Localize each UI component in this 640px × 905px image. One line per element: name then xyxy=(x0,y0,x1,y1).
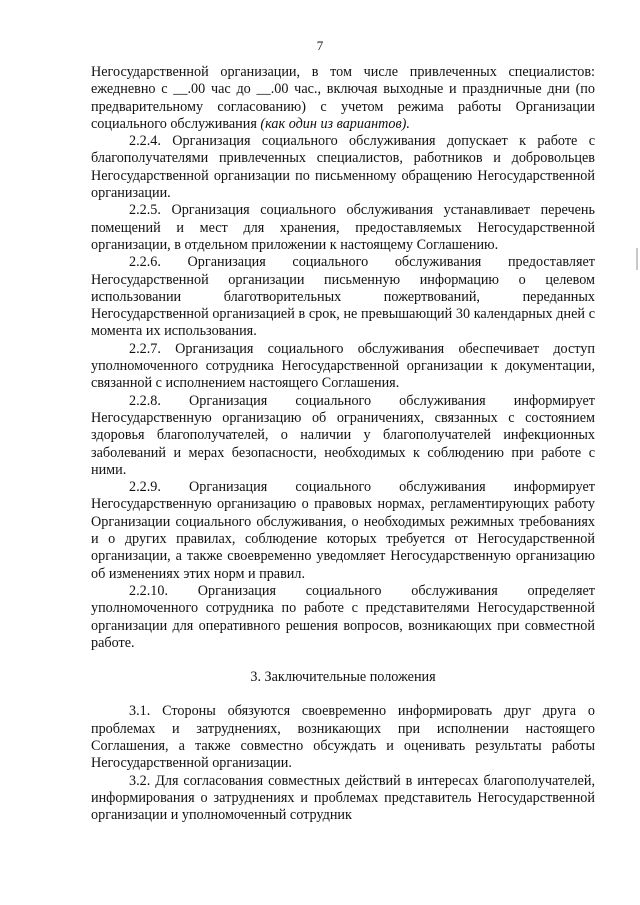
paragraph-2-2-5: 2.2.5. Организация социального обслуживания устанавливает перечень помещений и мест для хранения, предоставляемых Негосударственной организации, в отдельном приложении к настоящему Соглашению. xyxy=(91,202,595,253)
page-number: 7 xyxy=(316,38,324,53)
paragraph-3-1: 3.1. Стороны обязуются своевременно информировать друг друга о проблемах и затруднениях, возникающих при исполнении настоящего Соглашения, а также совместно обсуждать и оценивать результаты работы Негосударственной организации. xyxy=(91,703,595,772)
paragraph-2-2-7: 2.2.7. Организация социального обслуживания обеспечивает доступ уполномоченного сотрудника Негосударственной организации к документации, связанной с исполнением настоящего Соглашения. xyxy=(91,340,595,392)
continuation-italic-note: (как один из вариантов). xyxy=(260,115,410,132)
paragraph-2-2-10: 2.2.10. Организация социального обслуживания определяет уполномоченного сотрудника по работе с представителями Негосударственной организации для оперативного решения вопросов, возникающих при совместной работе. xyxy=(91,582,595,651)
continuation-text: Негосударственной организации, в том числе привлеченных специалистов: ежедневно с __.00 час до __.00 час., включая выходные и праздничные дни (по предварительному согласованию) с учетом режима работы Организации социального обслуживания xyxy=(91,64,595,132)
section-heading: 3. Заключительные положения xyxy=(250,669,436,686)
paragraph-2-2-8: 2.2.8. Организация социального обслуживания информирует Негосударственную организацию об ограничениях, связанных с состоянием здоровья благополучателей, о наличии у благополучателей инфекционных заболеваний и мерах безопасности, необходимых к соблюдению при работе с ними. xyxy=(91,392,595,478)
scan-edge-mark xyxy=(636,248,638,270)
paragraph-3-2: 3.2. Для согласования совместных действий в интересах благополучателей, информирования о затруднениях и проблемах представитель Негосударственной организации и уполномоченный сотрудник xyxy=(91,772,595,824)
paragraph-2-2-6: 2.2.6. Организация социального обслуживания предоставляет Негосударственной организации письменную информацию о целевом использовании благотворительных пожертвований, переданных Негосударственной организацией в срок, не превышающий 30 календарных дней с момента их использования. xyxy=(91,254,595,340)
paragraph-2-2-4: 2.2.4. Организация социального обслуживания допускает к работе с благополучателями привлеченных специалистов, работников и добровольцев Негосударственной организации по письменному обращению Негосударственной организации. xyxy=(91,133,595,202)
document-body xyxy=(91,64,595,824)
continuation-paragraph xyxy=(91,64,595,133)
paragraph-2-2-9: 2.2.9. Организация социального обслуживания информирует Негосударственную организацию о правовых нормах, регламентирующих работу Организации социального обслуживания, о необходимых режимных требованиях и о других правилах, соблюдение которых требуется от Негосударственной организации, а также своевременно уведомляет Негосударственную организацию об изменениях этих норм и правил. xyxy=(91,479,595,582)
